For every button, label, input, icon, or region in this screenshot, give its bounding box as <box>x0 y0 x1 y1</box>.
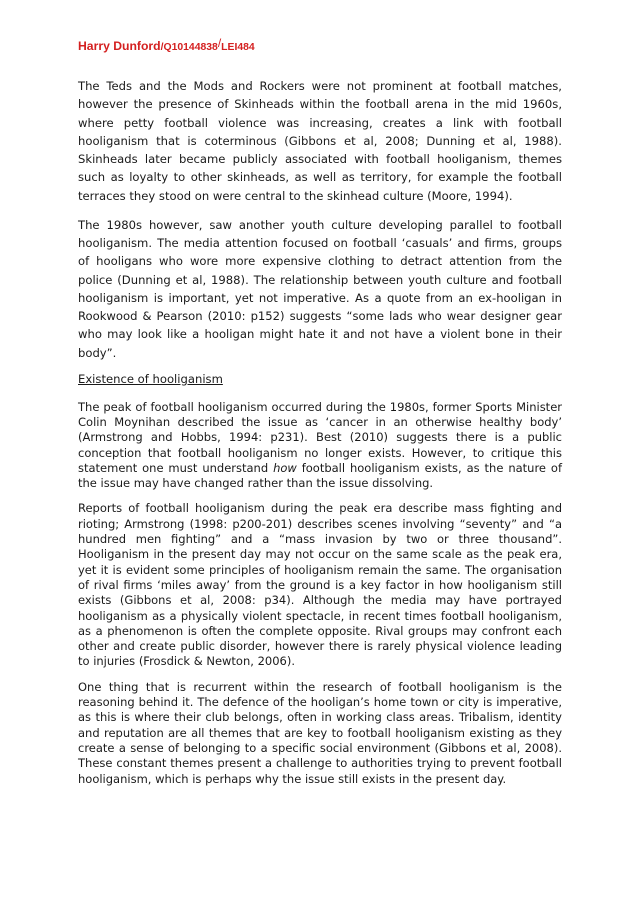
document-header <box>78 38 562 56</box>
paragraph-reports: Reports of football hooliganism during the peak era describe mass fighting and rioting; Armstrong (1998: p200-201) describes scenes involving “seventy” and “a hundred men fighting” and a “mass invasion by two or three thousand”. Hooliganism in the present day may not occur on the same scale as the peak era, yet it is evident some principles of hooliganism remain the same. The organisation of rival firms ‘miles away’ from the ground is a key factor in how hooliganism still exists (Gibbons et al, 2008: p34). Although the media may have portrayed hooliganism as a physically violent spectacle, in recent times football hooliganism, as a phenomenon is often the complete opposite. Rival groups may confront each other and create public disorder, however there is rarely physical violence leading to injuries (Frosdick & Newton, 2006). <box>78 501 562 669</box>
author-name: Harry Dunford <box>78 39 161 53</box>
student-id: Q10144838 <box>163 42 218 53</box>
paragraph-reasoning: One thing that is recurrent within the research of football hooliganism is the reasoning behind it. The defence of the hooligan’s home town or city is imperative, as this is where their club belongs, often in working class areas. Tribalism, identity and reputation are all themes that are key to football hooliganism existing as they create a sense of belonging to a specific social environment (Gibbons et al, 2008). These constant themes present a challenge to authorities trying to prevent football hooliganism, which is perhaps why the issue still exists in the present day. <box>78 679 562 786</box>
document-page <box>78 38 562 787</box>
paragraph-skinheads: The Teds and the Mods and Rockers were not prominent at football matches, however the presence of Skinheads within the football arena in the mid 1960s, where petty football violence was increasing, creates a link with football hooliganism that is coterminous (Gibbons et al, 2008; Dunning et al, 1988). Skinheads later became publicly associated with football hooliganism, themes such as loyalty to other skinheads, as well as territory, for example the football terraces they stood on were central to the skinhead culture (Moore, 1994). <box>78 79 562 203</box>
section-heading: Existence of hooliganism <box>78 371 223 386</box>
emphasis-how: how <box>273 460 297 475</box>
paragraph-peak-era: The peak of football hooliganism occurred during the 1980s, former Sports Minister Colin Moynihan described the issue as ‘cancer in an otherwise healthy body’ (Armstrong and Hobbs, 1994: p231). Best (2010) suggests there is a public conception that football hooliganism no longer exists. However, to critique this statement one must understand how football hooliganism exists, as the nature of the issue may have changed rather than the issue dissolving. <box>78 399 562 491</box>
header-separator: / <box>160 42 164 53</box>
header-separator: / <box>217 36 222 50</box>
paragraph-casuals: The 1980s however, saw another youth culture developing parallel to football hooliganism. The media attention focused on football ‘casuals’ and firms, groups of hooligans who wore more expensive clothing to detract attention from the police (Dunning et al, 1988). The relationship between youth culture and football hooliganism is important, yet not imperative. As a quote from an ex-hooligan in Rookwood & Pearson (2010: p152) suggests “some lads who wear designer gear who may look like a hooligan might hate it and not have a violent bone in their body”. <box>78 218 562 360</box>
module-code: LEI484 <box>221 42 255 53</box>
